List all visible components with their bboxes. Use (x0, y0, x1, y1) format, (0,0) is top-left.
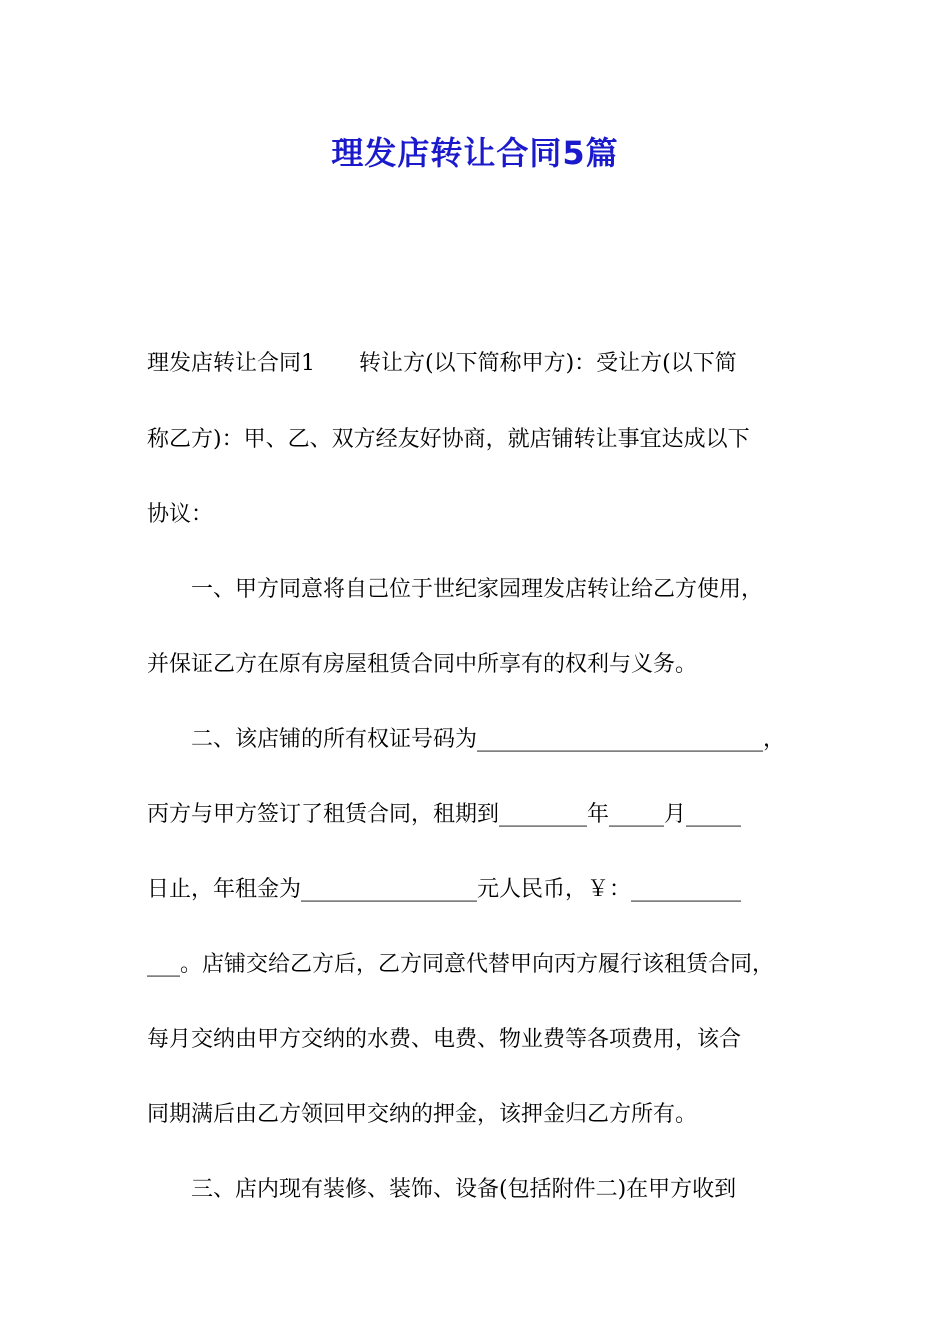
text-line-5: 并保证乙方在原有房屋租赁合同中所享有的权利与义务。 (147, 652, 698, 677)
text-line-2: 称乙方)：甲、乙、双方经友好协商，就店铺转让事宜达成以下 (147, 427, 750, 452)
text-line-10: 每月交纳由甲方交纳的水费、电费、物业费等各项费用，该合 (147, 1027, 742, 1052)
clause-2-text: 二、该店铺的所有权证号码为__________________________， (191, 727, 786, 752)
text-line-11: 同期满后由乙方领回甲交纳的押金，该押金归乙方所有。 (147, 1102, 698, 1127)
text-line-6 (147, 722, 819, 753)
text-line-7: 丙方与甲方签订了租赁合同，租期到________年_____月_____ (147, 802, 742, 827)
text-line-8: 日止，年租金为________________元人民币，￥：__________ (147, 877, 742, 902)
document-title: 理发店转让合同5篇 (331, 134, 619, 172)
text-line-4 (147, 572, 819, 603)
text-line-1 (147, 346, 819, 377)
contract-heading: 理发店转让合同1 (147, 351, 315, 376)
clause-3-text: 三、店内现有装修、装饰、设备(包括附件二)在甲方收到 (191, 1177, 737, 1202)
clause-1-text: 一、甲方同意将自己位于世纪家园理发店转让给乙方使用， (191, 577, 764, 602)
contract-parties-text: 转让方(以下简称甲方)：受让方(以下简 (359, 351, 737, 376)
text-line-3: 协议： (147, 502, 214, 527)
text-line-9: ___。店铺交给乙方后，乙方同意代替甲向丙方履行该租赁合同， (147, 952, 775, 977)
text-line-12 (147, 1172, 819, 1203)
